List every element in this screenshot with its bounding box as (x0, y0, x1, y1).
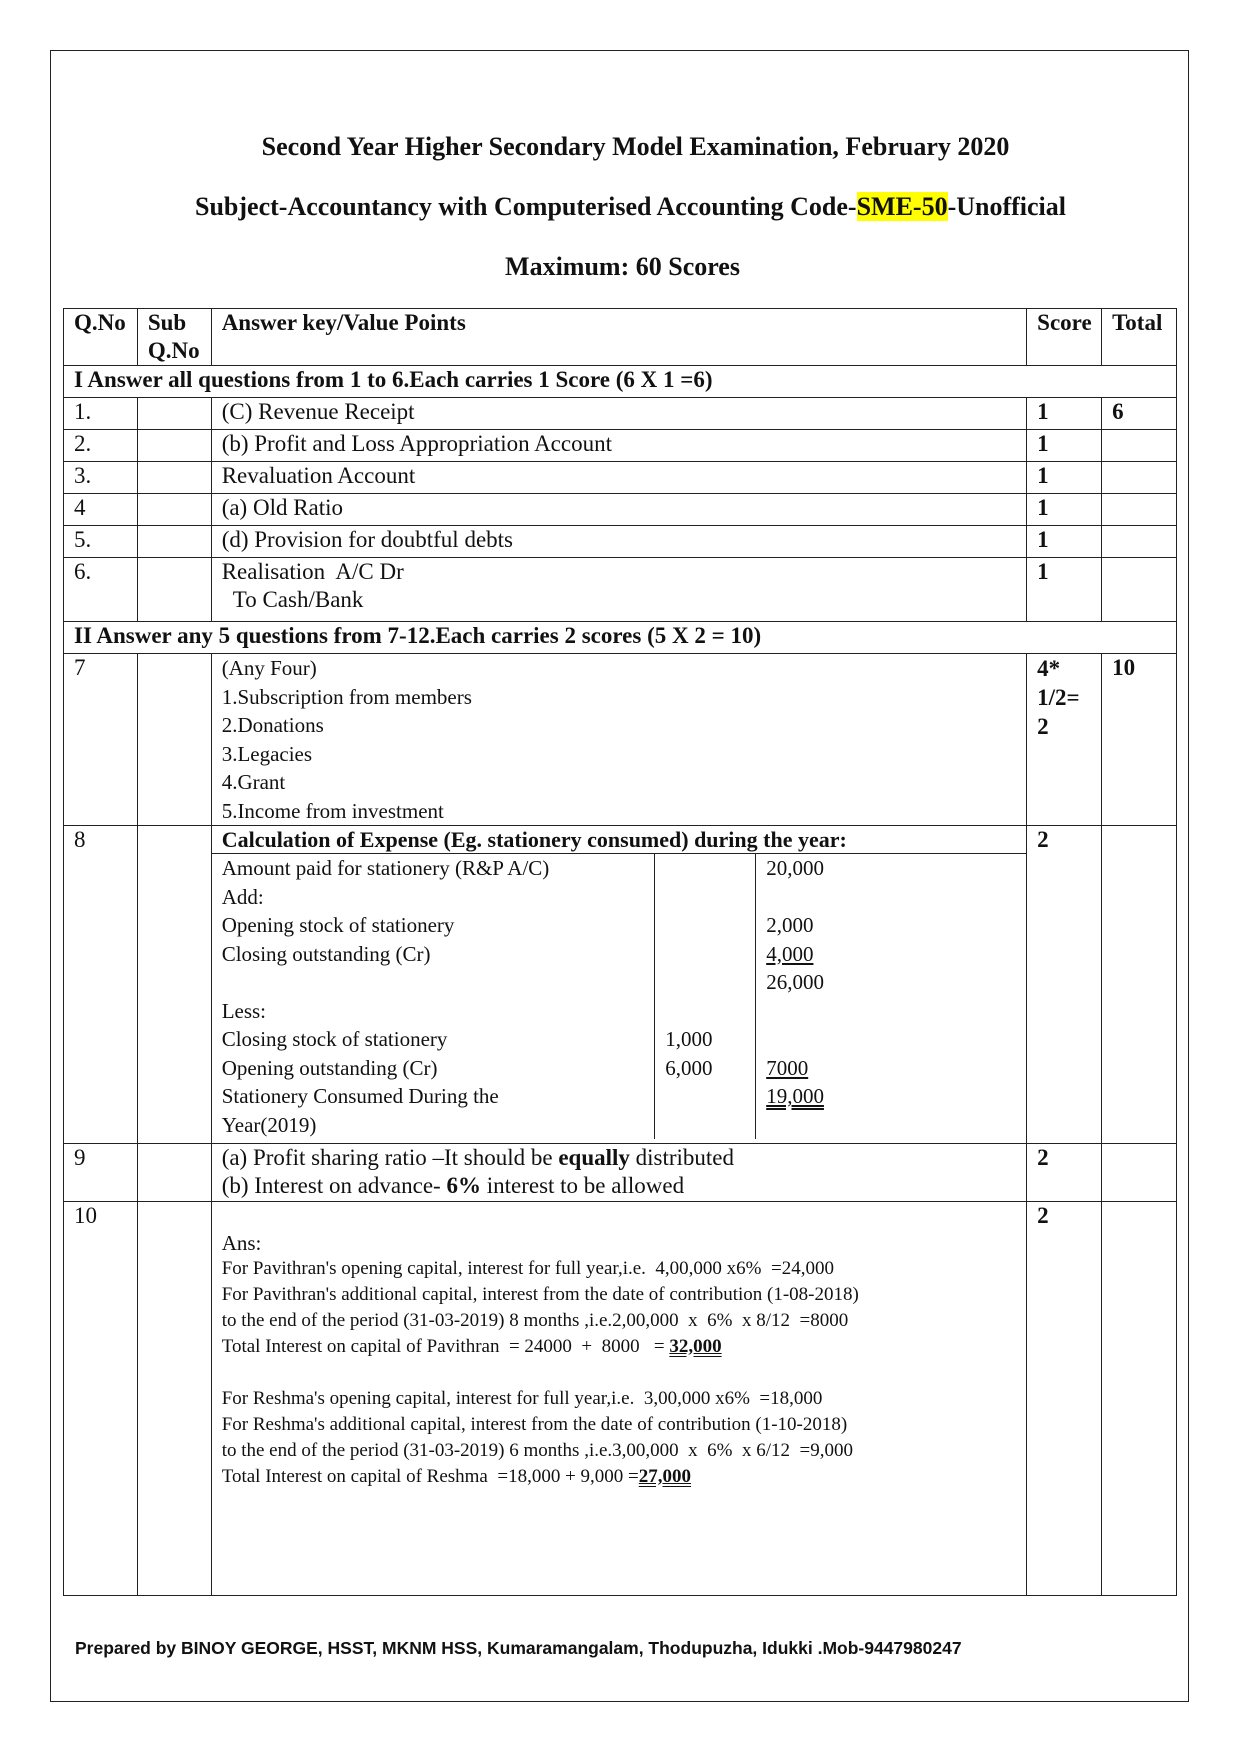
q9-b-suffix: interest to be allowed (480, 1173, 685, 1198)
list-item: 5.Income from investment (221, 798, 444, 823)
row-qno: 6. (64, 558, 138, 622)
max-score-title: Maximum: 60 Scores (505, 252, 740, 281)
row-qno: 3. (64, 462, 138, 494)
calc-amount-underlined: 7000 (766, 1055, 809, 1080)
calc-body (212, 854, 1026, 1139)
row-answer: (a) Old Ratio (211, 494, 1026, 526)
q9-part-a (222, 1144, 1026, 1172)
score-line: 1/2= (1037, 685, 1080, 710)
q9-b-emphasis: 6% (446, 1173, 481, 1198)
calc-result-double-underlined: 19,000 (766, 1084, 824, 1108)
calc-amount (766, 883, 1026, 912)
col-header-qno: Q.No (64, 309, 138, 366)
q10-ans-label: Ans: (221, 1231, 262, 1255)
list-item: 4.Grant (221, 770, 286, 794)
calc-amount (766, 1025, 1026, 1054)
row-qno: 10 (64, 1202, 138, 1596)
q9-a-suffix: distributed (629, 1145, 735, 1170)
row-score: 1 (1027, 462, 1102, 494)
answer-line: Realisation A/C Dr (221, 559, 404, 584)
calc-amounts (756, 854, 1026, 1139)
reshma-total-value: 27,000 (638, 1466, 692, 1487)
table-row-q7 (64, 654, 1177, 826)
calc-labels (212, 854, 655, 1139)
table-row (64, 398, 1177, 430)
score-line: 4* (1037, 656, 1061, 681)
row-qno: 9 (64, 1144, 138, 1202)
table-header-row (64, 309, 1177, 366)
calc-label: Opening outstanding (Cr) (221, 1055, 438, 1080)
row-total (1102, 826, 1177, 1144)
row-qno: 2. (64, 430, 138, 462)
q8-heading: Calculation of Expense (Eg. stationery consumed) during the year: (212, 826, 1026, 854)
row-total (1102, 462, 1177, 494)
row-qno: 7 (64, 654, 138, 826)
row-score: 1 (1027, 398, 1102, 430)
table-row (64, 526, 1177, 558)
row-subqno (137, 494, 211, 526)
calc-amount-underlined: 4,000 (766, 941, 814, 966)
calc-mid: 6,000 (665, 1055, 713, 1080)
row-subqno (137, 398, 211, 430)
exam-title: Second Year Higher Secondary Model Examination, February 2020 (261, 132, 1010, 161)
calc-mid: 1,000 (665, 1027, 713, 1051)
calc-label: Less: (221, 998, 267, 1023)
q9-a-text: (a) Profit sharing ratio –It should be (221, 1145, 559, 1170)
calc-amount: 2,000 (766, 913, 814, 937)
calc-label: Stationery Consumed During the (221, 1084, 499, 1108)
row-score: 1 (1027, 526, 1102, 558)
reshma-total-label: Total Interest on capital of Reshma =18,000 + 9,000 = (221, 1466, 639, 1487)
row-answer: (C) Revenue Receipt (211, 398, 1026, 430)
table-row-q8 (64, 826, 1177, 1144)
list-item: (Any Four) (221, 656, 317, 680)
calc-amount: 26,000 (766, 970, 824, 994)
calc-mid (665, 883, 755, 912)
list-item: 3.Legacies (221, 741, 313, 766)
table-row-q9 (64, 1144, 1177, 1202)
row-qno: 5. (64, 526, 138, 558)
calc-mid (665, 968, 755, 997)
row-answer (211, 826, 1026, 1144)
table-row (64, 462, 1177, 494)
row-score: 2 (1027, 826, 1102, 1144)
row-answer: (b) Profit and Loss Appropriation Account (211, 430, 1026, 462)
row-score (1027, 654, 1102, 826)
calc-amount (766, 1082, 1026, 1111)
calc-amount (766, 997, 1026, 1026)
row-answer (211, 1202, 1026, 1596)
row-total: 6 (1102, 398, 1177, 430)
table-row (64, 558, 1177, 622)
row-score: 1 (1027, 558, 1102, 622)
section-2-title: II Answer any 5 questions from 7-12.Each carries 2 scores (5 X 2 = 10) (64, 622, 1177, 654)
col-header-answer: Answer key/Value Points (211, 309, 1026, 366)
calc-mid (665, 997, 755, 1026)
calc-amount (766, 1054, 1026, 1083)
row-total (1102, 1202, 1177, 1596)
q9-part-b (222, 1172, 1026, 1200)
row-total (1102, 1144, 1177, 1202)
calc-line: For Reshma's opening capital, interest for full year,i.e. 3,00,000 x6% =18,000 (221, 1388, 823, 1409)
col-header-subqno-2: Q.No (147, 338, 200, 363)
subject-suffix: -Unofficial (947, 192, 1066, 221)
q9-b-text: (b) Interest on advance- (221, 1173, 447, 1198)
calc-label: Closing stock of stationery (221, 1027, 448, 1051)
section-1-header (64, 366, 1177, 398)
spacer (222, 1360, 1026, 1386)
row-subqno (137, 826, 211, 1144)
row-subqno (137, 526, 211, 558)
calc-line: For Pavithran's additional capital, interest from the date of contribution (1-08-2018) (221, 1284, 859, 1305)
pavithran-total-value: 32,000 (669, 1336, 722, 1357)
row-answer (211, 1144, 1026, 1202)
col-header-subqno (137, 309, 211, 366)
row-total (1102, 430, 1177, 462)
calc-amount (766, 940, 1026, 969)
row-score: 2 (1027, 1202, 1102, 1596)
col-header-subqno-1: Sub (147, 310, 187, 335)
list-item: 2.Donations (221, 713, 324, 737)
calc-amount: 20,000 (766, 856, 824, 880)
row-subqno (137, 654, 211, 826)
row-score: 2 (1027, 1144, 1102, 1202)
table-row (64, 430, 1177, 462)
row-subqno (137, 558, 211, 622)
calc-line: For Pavithran's opening capital, interest for full year,i.e. 4,00,000 x6% =24,000 (221, 1258, 834, 1279)
calc-mid-amounts (655, 854, 756, 1139)
row-total (1102, 526, 1177, 558)
section-2-header (64, 622, 1177, 654)
col-header-total: Total (1102, 309, 1177, 366)
footer-credit: Prepared by BINOY GEORGE, HSST, MKNM HSS, Kumaramangalam, Thodupuzha, Idukki .Mob-9447980247 (75, 1638, 962, 1658)
row-subqno (137, 462, 211, 494)
table-row-q10 (64, 1202, 1177, 1596)
subject-prefix: Subject-Accountancy with Computerised Accounting Code- (195, 192, 857, 221)
score-line: 2 (1037, 714, 1049, 739)
row-score: 1 (1027, 494, 1102, 526)
q9-a-emphasis: equally (558, 1145, 630, 1170)
col-header-score: Score (1027, 309, 1102, 366)
pavithran-total-label: Total Interest on capital of Pavithran = 24000 + 8000 = (221, 1336, 670, 1357)
row-answer (211, 558, 1026, 622)
list-item: 1.Subscription from members (221, 684, 472, 709)
pavithran-total-line (222, 1334, 1026, 1360)
row-qno: 8 (64, 826, 138, 1144)
calc-line: to the end of the period (31-03-2019) 8 months ,i.e.2,00,000 x 6% x 8/12 =8000 (221, 1310, 849, 1331)
table-row (64, 494, 1177, 526)
subject-title (0, 192, 1241, 222)
row-subqno (137, 1144, 211, 1202)
row-qno: 1. (64, 398, 138, 430)
expense-calculation-table (212, 854, 1026, 1139)
row-qno: 4 (64, 494, 138, 526)
calc-mid (665, 940, 755, 969)
calc-line: For Reshma's additional capital, interest from the date of contribution (1-10-2018) (221, 1414, 848, 1435)
reshma-total-line (222, 1464, 1026, 1490)
calc-label: Closing outstanding (Cr) (221, 941, 431, 966)
row-answer (211, 654, 1026, 826)
calc-mid (665, 911, 755, 940)
calc-mid (665, 854, 755, 883)
answer-key-table (63, 308, 1177, 1596)
row-answer: (d) Provision for doubtful debts (211, 526, 1026, 558)
subject-code-highlight: SME-50 (856, 192, 948, 221)
row-subqno (137, 1202, 211, 1596)
section-1-title: I Answer all questions from 1 to 6.Each carries 1 Score (6 X 1 =6) (64, 366, 1177, 398)
calc-label: Year(2019) (221, 1112, 317, 1137)
row-score: 1 (1027, 430, 1102, 462)
answer-line: To Cash/Bank (221, 587, 364, 612)
row-total: 10 (1102, 654, 1177, 826)
calc-label (222, 968, 655, 997)
calc-label: Amount paid for stationery (R&P A/C) (221, 856, 550, 880)
row-subqno (137, 430, 211, 462)
calc-line: to the end of the period (31-03-2019) 6 months ,i.e.3,00,000 x 6% x 6/12 =9,000 (221, 1440, 853, 1461)
calc-label: Opening stock of stationery (221, 913, 455, 937)
row-answer: Revaluation Account (211, 462, 1026, 494)
calc-label: Add: (221, 884, 264, 909)
row-total (1102, 558, 1177, 622)
row-total (1102, 494, 1177, 526)
